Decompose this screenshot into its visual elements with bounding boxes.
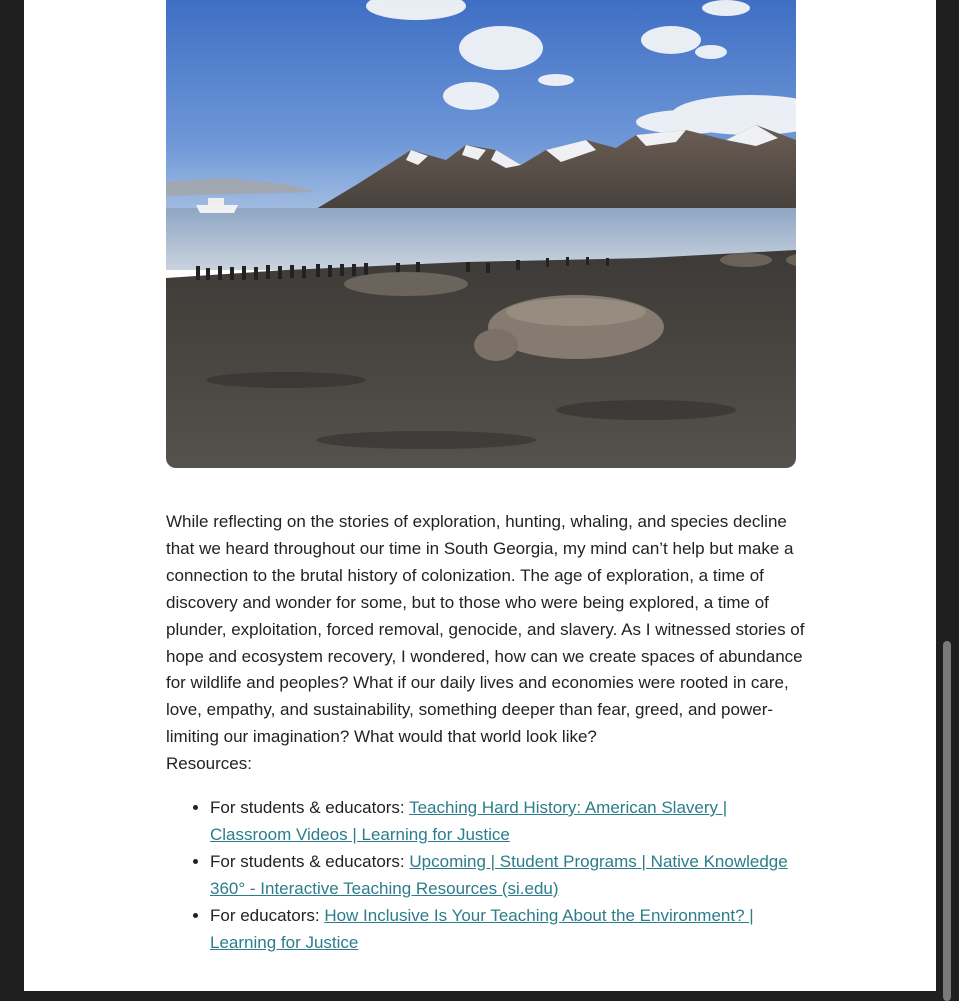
article-body (166, 509, 806, 957)
resource-prefix: For students & educators: (210, 798, 410, 818)
resource-prefix: For educators: (210, 905, 325, 925)
resource-item (210, 903, 806, 957)
article-page (24, 0, 936, 991)
resource-item (210, 795, 806, 849)
resource-prefix: For students & educators: (210, 851, 410, 871)
scrollbar-thumb[interactable] (943, 641, 951, 1001)
resource-link-inclusive-teaching[interactable]: How Inclusive Is Your Teaching About the Environment? | Learning for Justice (210, 905, 754, 952)
resource-item (210, 849, 806, 903)
resource-link-native-knowledge-360[interactable]: Upcoming | Student Programs | Native Knowledge 360° - Interactive Teaching Resources (si.edu) (210, 851, 788, 898)
article-photo (166, 0, 796, 468)
resource-link-teaching-hard-history[interactable]: Teaching Hard History: American Slavery | Classroom Videos | Learning for Justice (210, 798, 728, 844)
photo-beach-seals-penguins (166, 0, 796, 468)
resources-label: Resources: (166, 754, 252, 774)
article-paragraph: While reflecting on the stories of exploration, hunting, whaling, and species decline that we heard throughout our time in South Georgia, my mind can’t help but make a connection to the brutal history of colonization. The age of exploration, a time of discovery and wonder for some, but to those who were being explored, a time of plunder, exploitation, forced removal, genocide, and slavery. As I witnessed stories of hope and ecosystem recovery, I wondered, how can we create spaces of abundance for wildlife and peoples? What if our daily lives and economies were rooted in care, love, empathy, and sustainability, something deeper than fear, greed, and power-limiting our imagination? What would that world look like? (166, 512, 805, 747)
resources-list (166, 795, 806, 956)
